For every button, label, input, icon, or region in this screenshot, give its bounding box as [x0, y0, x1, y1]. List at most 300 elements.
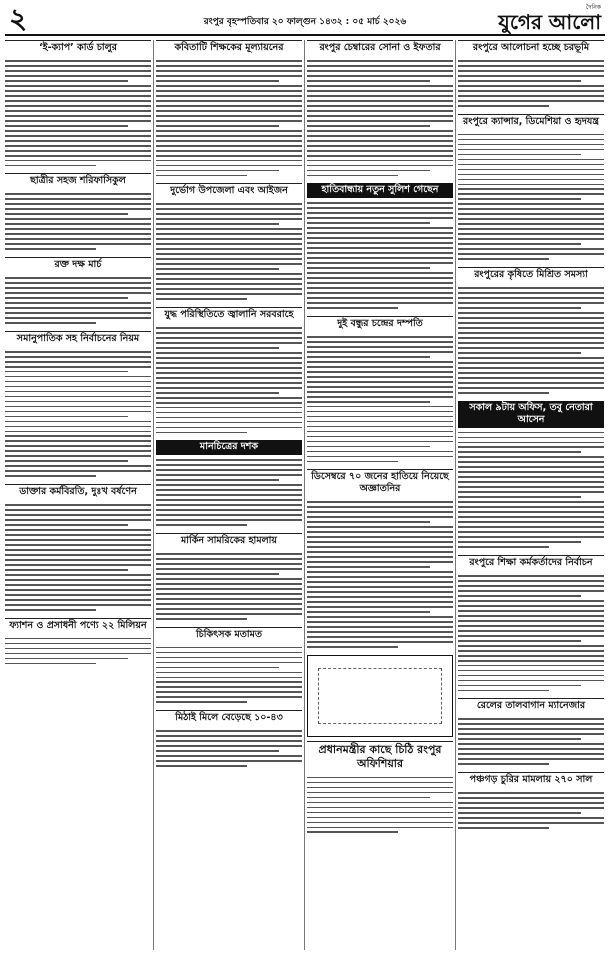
text-line [5, 653, 151, 655]
text-line [156, 519, 302, 521]
text-line [156, 160, 302, 162]
article-headline: দুর্ভোগ উপজেলা এবং আইজন [156, 183, 302, 199]
text-line [156, 432, 247, 434]
text-line [156, 65, 302, 67]
text-line [156, 342, 302, 344]
text-line [156, 175, 247, 177]
text-line [307, 346, 453, 348]
text-line [5, 208, 151, 210]
article-headline: রেলের তালবাগান ম্যানেজার [458, 698, 604, 714]
text-line [307, 586, 453, 588]
text-line [5, 322, 96, 324]
article-body-text [458, 716, 604, 767]
text-line [156, 412, 302, 414]
text-line [458, 60, 604, 62]
text-line [5, 70, 151, 72]
text-line [5, 248, 96, 250]
text-line [5, 426, 151, 428]
text-line [307, 646, 398, 648]
text-line [5, 648, 151, 650]
text-line [307, 521, 430, 523]
text-line [458, 685, 581, 687]
text-line [156, 598, 302, 600]
text-line [307, 636, 453, 638]
text-line [458, 723, 604, 725]
text-line [307, 596, 453, 598]
text-line [156, 100, 302, 102]
article-headline: রংপুরের কৃষিতে মিশ্রিত সমস্যা [458, 267, 604, 283]
text-line [307, 551, 453, 553]
text-line [156, 347, 279, 349]
text-line [156, 593, 302, 595]
text-line [156, 140, 302, 142]
text-line [458, 372, 604, 374]
text-line [307, 386, 453, 388]
article-body-text [156, 58, 302, 178]
text-line [458, 233, 604, 235]
text-line [5, 80, 128, 82]
news-article [458, 40, 604, 109]
text-line [458, 442, 604, 444]
text-line [5, 361, 151, 363]
text-line [156, 120, 302, 122]
text-line [5, 599, 151, 601]
text-line [307, 336, 453, 338]
text-line [307, 207, 453, 209]
text-line [5, 554, 151, 556]
text-line [5, 643, 151, 645]
text-line [458, 461, 604, 463]
text-line [307, 501, 453, 503]
article-body-text [307, 499, 453, 649]
text-line [156, 95, 302, 97]
text-line [307, 411, 453, 413]
text-line [307, 461, 398, 463]
text-line [458, 337, 604, 339]
text-line [307, 95, 453, 97]
text-line [5, 534, 151, 536]
text-line [307, 272, 453, 274]
text-line [307, 817, 453, 819]
text-line [458, 645, 604, 647]
logo-title: যুগের আলো [498, 10, 601, 34]
text-line [458, 456, 604, 458]
text-line [307, 212, 453, 214]
text-line [458, 615, 604, 617]
news-article [307, 316, 453, 464]
text-line [156, 603, 302, 605]
text-line [156, 484, 302, 486]
text-line [458, 802, 604, 804]
text-line [5, 85, 151, 87]
text-line [458, 188, 604, 190]
text-line [307, 446, 430, 448]
text-line [156, 125, 279, 127]
text-line [458, 307, 581, 309]
text-line [156, 298, 247, 300]
text-line [458, 807, 604, 809]
text-line [458, 451, 581, 453]
text-line [307, 391, 453, 393]
text-line [5, 105, 151, 107]
news-article [458, 401, 604, 550]
text-line [5, 386, 151, 388]
text-line [307, 217, 453, 219]
text-line [5, 416, 128, 418]
text-line [307, 292, 453, 294]
text-line [458, 297, 604, 299]
article-headline: ছাত্রীর সহজ শরিফাসিকুল [5, 173, 151, 189]
text-line [458, 675, 604, 677]
text-line [156, 105, 302, 107]
text-line [5, 401, 151, 403]
text-line [156, 691, 302, 693]
text-line [5, 223, 151, 225]
text-line [156, 608, 302, 610]
text-line [5, 589, 151, 591]
text-line [156, 735, 302, 737]
article-body-text [5, 349, 151, 479]
text-line [5, 445, 151, 447]
article-headline: যুদ্ধ পরিস্থিতিতে জ্বালানি সরবরাহে [156, 307, 302, 323]
text-line [458, 203, 604, 205]
text-line [458, 169, 604, 171]
article-headline: রংপুর চেম্বারের সোনা ও ইফতার [307, 40, 453, 56]
text-line [5, 351, 151, 353]
text-line [5, 376, 151, 378]
text-line [156, 427, 302, 429]
text-line [307, 297, 453, 299]
text-line [5, 155, 151, 157]
text-line [5, 287, 151, 289]
text-line [458, 733, 604, 735]
text-line [307, 381, 453, 383]
text-line [156, 504, 302, 506]
text-line [307, 406, 453, 408]
text-line [458, 387, 604, 389]
text-line [307, 797, 430, 799]
column-3 [307, 40, 453, 950]
text-line [307, 566, 430, 568]
text-line [458, 382, 604, 384]
text-line [5, 524, 128, 526]
text-line [307, 80, 430, 82]
text-line [307, 541, 453, 543]
text-line [307, 792, 453, 794]
text-line [156, 765, 247, 767]
text-line [156, 745, 302, 747]
text-line [156, 218, 302, 220]
text-line [156, 667, 279, 669]
text-line [5, 213, 128, 215]
text-line [156, 253, 302, 255]
text-line [156, 268, 279, 270]
text-line [156, 509, 302, 511]
article-body-text [458, 430, 604, 550]
text-line [5, 100, 151, 102]
text-line [307, 576, 453, 578]
text-line [156, 681, 302, 683]
text-line [156, 613, 302, 615]
text-line [156, 558, 302, 560]
text-line [458, 352, 581, 354]
text-line [458, 446, 604, 448]
text-line [5, 160, 151, 162]
news-article [458, 698, 604, 767]
text-line [156, 293, 302, 295]
text-line [156, 677, 302, 679]
text-line [307, 130, 453, 132]
text-line [458, 357, 604, 359]
article-headline: হাতিবান্ধায় নতুন সুলিশ গেছেন [307, 183, 453, 198]
text-line [307, 302, 453, 304]
article-body-text [156, 325, 302, 435]
news-article [5, 40, 151, 168]
text-line [5, 90, 151, 92]
text-line [307, 531, 453, 533]
article-headline: কবিতাটি শিক্ষকের মূল্যায়নের [156, 40, 302, 56]
text-line [307, 282, 453, 284]
text-line [307, 90, 453, 92]
text-line [5, 391, 151, 393]
article-body-text [5, 58, 151, 168]
article-body-text [307, 200, 453, 310]
text-line [458, 65, 604, 67]
text-line [458, 317, 604, 319]
article-body-text [156, 728, 302, 769]
text-line [5, 297, 128, 299]
text-line [5, 574, 151, 576]
text-line [156, 115, 302, 117]
text-line [5, 406, 151, 408]
text-line [458, 690, 549, 692]
text-line [458, 476, 604, 478]
text-line [5, 110, 151, 112]
text-line [458, 243, 581, 245]
text-line [307, 426, 453, 428]
text-line [307, 516, 453, 518]
text-line [458, 655, 604, 657]
text-line [156, 238, 302, 240]
text-line [458, 680, 604, 682]
text-line [156, 337, 302, 339]
text-line [156, 469, 302, 471]
text-line [5, 609, 96, 611]
text-line [156, 553, 302, 555]
text-line [458, 327, 604, 329]
text-line [156, 258, 302, 260]
text-line [458, 640, 581, 642]
text-line [307, 616, 453, 618]
text-line [156, 150, 302, 152]
text-line [5, 150, 151, 152]
text-line [458, 595, 581, 597]
text-line [5, 312, 151, 314]
text-line [156, 170, 279, 172]
text-line [5, 292, 151, 294]
text-line [458, 322, 604, 324]
text-line [156, 402, 302, 404]
column-divider [153, 40, 154, 950]
text-line [458, 164, 604, 166]
text-line [458, 70, 604, 72]
text-line [5, 440, 151, 442]
text-line [307, 267, 430, 269]
text-line [156, 243, 302, 245]
text-line [458, 481, 604, 483]
text-line [307, 441, 453, 443]
text-line [307, 511, 453, 513]
text-line [5, 559, 151, 561]
text-line [5, 455, 151, 457]
text-line [458, 743, 604, 745]
text-line [5, 638, 151, 640]
text-line [307, 546, 453, 548]
text-line [156, 578, 302, 580]
text-line [156, 647, 302, 649]
text-line [458, 258, 549, 260]
text-line [307, 110, 453, 112]
text-line [458, 95, 604, 97]
text-line [5, 125, 128, 127]
article-headline: ডিসেম্বরে ৭০ জনের হাতিয়ে নিয়েছে অজ্ঞাতনির [307, 469, 453, 497]
text-line [156, 755, 302, 757]
text-line [458, 536, 604, 538]
text-line [5, 435, 151, 437]
text-line [307, 807, 453, 809]
text-line [5, 594, 151, 596]
logo-small-text: দৈনিক [585, 4, 601, 11]
text-line [156, 730, 302, 732]
text-line [5, 475, 96, 477]
text-line [458, 516, 604, 518]
article-headline: রংপুরে আলোচনা হচ্ছে চরভূমি [458, 40, 604, 56]
text-line [458, 208, 604, 210]
text-line [458, 198, 581, 200]
text-line [458, 139, 604, 141]
text-line [458, 797, 604, 799]
text-line [307, 120, 453, 122]
text-line [5, 356, 151, 358]
text-line [5, 198, 151, 200]
text-line [458, 625, 604, 627]
text-line [458, 521, 604, 523]
text-line [307, 65, 453, 67]
text-line [307, 366, 453, 368]
text-line [5, 658, 128, 660]
news-article [156, 710, 302, 769]
text-line [307, 160, 453, 162]
text-line [458, 753, 604, 755]
text-line [156, 362, 302, 364]
text-line [458, 154, 581, 156]
text-line [458, 718, 604, 720]
text-line [5, 519, 151, 521]
text-line [156, 288, 302, 290]
text-line [156, 273, 302, 275]
article-body-text [458, 573, 604, 693]
text-line [307, 222, 430, 224]
text-line [458, 812, 581, 814]
text-line [458, 312, 604, 314]
article-headline: প্রধানমন্ত্রীর কাছে চিঠি রংপুর অফিশিয়ার [307, 741, 453, 773]
text-line [458, 496, 581, 498]
text-line [307, 621, 453, 623]
text-line [458, 650, 604, 652]
text-line [307, 591, 453, 593]
text-line [307, 626, 453, 628]
text-line [156, 494, 302, 496]
text-line [307, 451, 453, 453]
text-line [5, 564, 151, 566]
text-line [458, 738, 581, 740]
text-line [156, 696, 302, 698]
article-body-text [156, 457, 302, 528]
text-line [307, 287, 453, 289]
text-line [307, 606, 453, 608]
text-line [307, 150, 453, 152]
news-article [156, 533, 302, 622]
text-line [5, 604, 151, 606]
text-line [458, 248, 604, 250]
text-line [458, 149, 604, 151]
text-line [156, 499, 302, 501]
text-line [5, 421, 151, 423]
news-article [156, 627, 302, 706]
text-line [156, 70, 302, 72]
text-line [307, 105, 453, 107]
text-line [307, 175, 398, 177]
text-line [5, 302, 151, 304]
text-line [156, 662, 302, 664]
text-line [156, 80, 279, 82]
news-article [458, 772, 604, 831]
text-line [458, 193, 604, 195]
text-line [307, 307, 398, 309]
text-line [156, 145, 302, 147]
text-line [307, 831, 398, 833]
text-line [307, 70, 453, 72]
text-line [458, 792, 604, 794]
text-line [458, 392, 549, 394]
text-line [307, 526, 453, 528]
text-line [307, 202, 453, 204]
text-line [5, 75, 151, 77]
text-line [458, 253, 604, 255]
text-line [458, 75, 604, 77]
text-line [5, 504, 151, 506]
text-line [156, 464, 302, 466]
text-line [156, 524, 247, 526]
text-line [458, 665, 604, 667]
text-line [5, 282, 151, 284]
text-line [5, 569, 128, 571]
text-line [458, 287, 604, 289]
text-line [5, 145, 151, 147]
text-line [156, 407, 302, 409]
advertisement-box [307, 655, 453, 737]
news-article [307, 741, 453, 836]
text-line [458, 362, 604, 364]
text-line [156, 283, 302, 285]
text-line [307, 135, 453, 137]
text-line [307, 361, 453, 363]
text-line [307, 506, 453, 508]
text-line [156, 263, 302, 265]
text-line [458, 491, 604, 493]
text-line [5, 539, 151, 541]
text-line [458, 575, 604, 577]
